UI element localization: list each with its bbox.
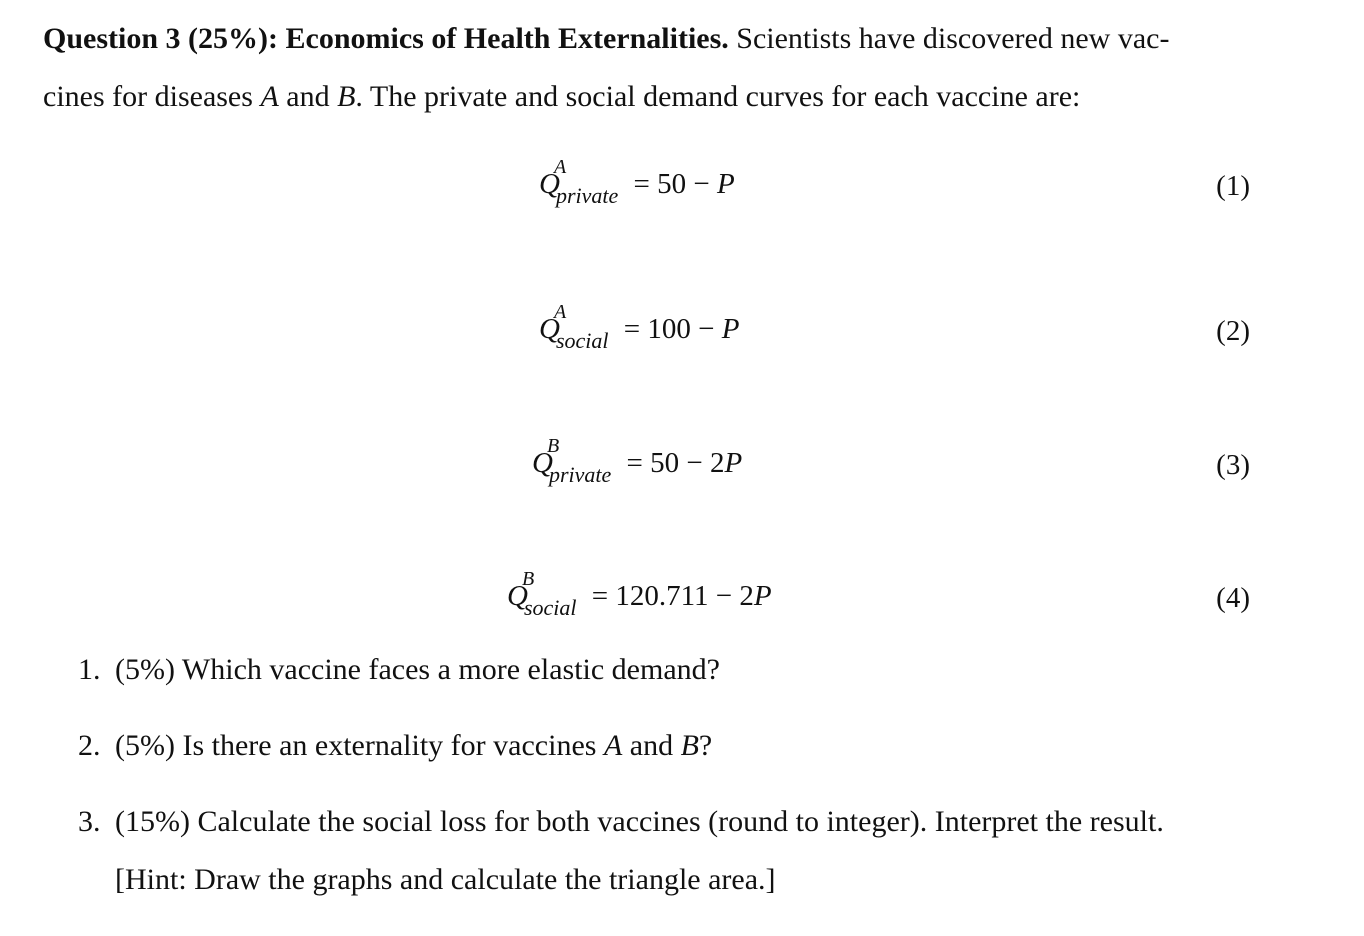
item-3-hint: [Hint: Draw the graphs and calculate the triangle area.]: [115, 863, 776, 896]
item-variable-b: B: [680, 729, 699, 762]
equation-3: [532, 435, 743, 487]
variable-a: A: [260, 80, 279, 113]
list-item-3: [78, 807, 1164, 837]
question-header-line: [43, 24, 1169, 54]
equation-q: Q: [507, 580, 528, 612]
item-text-end: ?: [698, 729, 713, 762]
equation-rhs: = 100 −: [623, 313, 722, 345]
equation-superscript: A: [554, 301, 567, 323]
intro-text-a: cines for diseases: [43, 80, 261, 113]
equation-q: Q: [539, 168, 560, 200]
equation-superscript: B: [547, 435, 560, 457]
item-variable-a: A: [603, 729, 623, 762]
intro-text-b: . The private and social demand curves for each vaccine are:: [355, 80, 1081, 113]
item-number: 2.: [78, 729, 101, 762]
item-number: 1.: [78, 653, 101, 686]
item-number: 3.: [78, 805, 101, 838]
item-text: (5%) Which vaccine faces a more elastic demand?: [115, 653, 720, 686]
equation-rhs: = 50 −: [633, 168, 717, 200]
equation-rhs-var: P: [753, 580, 772, 612]
equation-rhs: = 120.711 − 2: [591, 580, 754, 612]
intro-line-2: [43, 82, 1080, 112]
equation-rhs: = 50 − 2: [626, 447, 725, 479]
equation-2: [539, 301, 740, 353]
equation-rhs-var: P: [721, 313, 740, 345]
intro-text-line1: Scientists have discovered new vac-: [736, 22, 1170, 55]
equation-4: [507, 568, 772, 620]
list-item-2: [78, 731, 712, 761]
equation-subscript: social: [523, 595, 577, 620]
equation-subscript: private: [548, 462, 612, 487]
equation-rhs-var: P: [717, 168, 735, 200]
list-item-1: [78, 655, 720, 685]
equation-rhs-var: P: [724, 447, 743, 479]
equation-subscript: social: [555, 328, 609, 353]
item-text-a: (5%) Is there an externality for vaccines: [115, 729, 604, 762]
equation-number-1: (1): [1216, 170, 1250, 202]
equation-number-4: (4): [1216, 582, 1250, 614]
variable-b: B: [337, 80, 356, 113]
question-title: Question 3 (25%): Economics of Health Externalities.: [43, 22, 729, 55]
equation-superscript: A: [554, 156, 567, 178]
equation-q: Q: [532, 447, 553, 479]
equation-subscript: private: [555, 183, 619, 208]
equation-superscript: B: [522, 568, 535, 590]
item-text-and: and: [622, 729, 681, 762]
intro-text-and: and: [278, 80, 338, 113]
item-text: (15%) Calculate the social loss for both vaccines (round to integer). Interpret the result.: [115, 805, 1164, 838]
equation-number-2: (2): [1216, 315, 1250, 347]
equation-q: Q: [539, 313, 560, 345]
equation-1: [539, 156, 735, 208]
equation-number-3: (3): [1216, 449, 1250, 481]
